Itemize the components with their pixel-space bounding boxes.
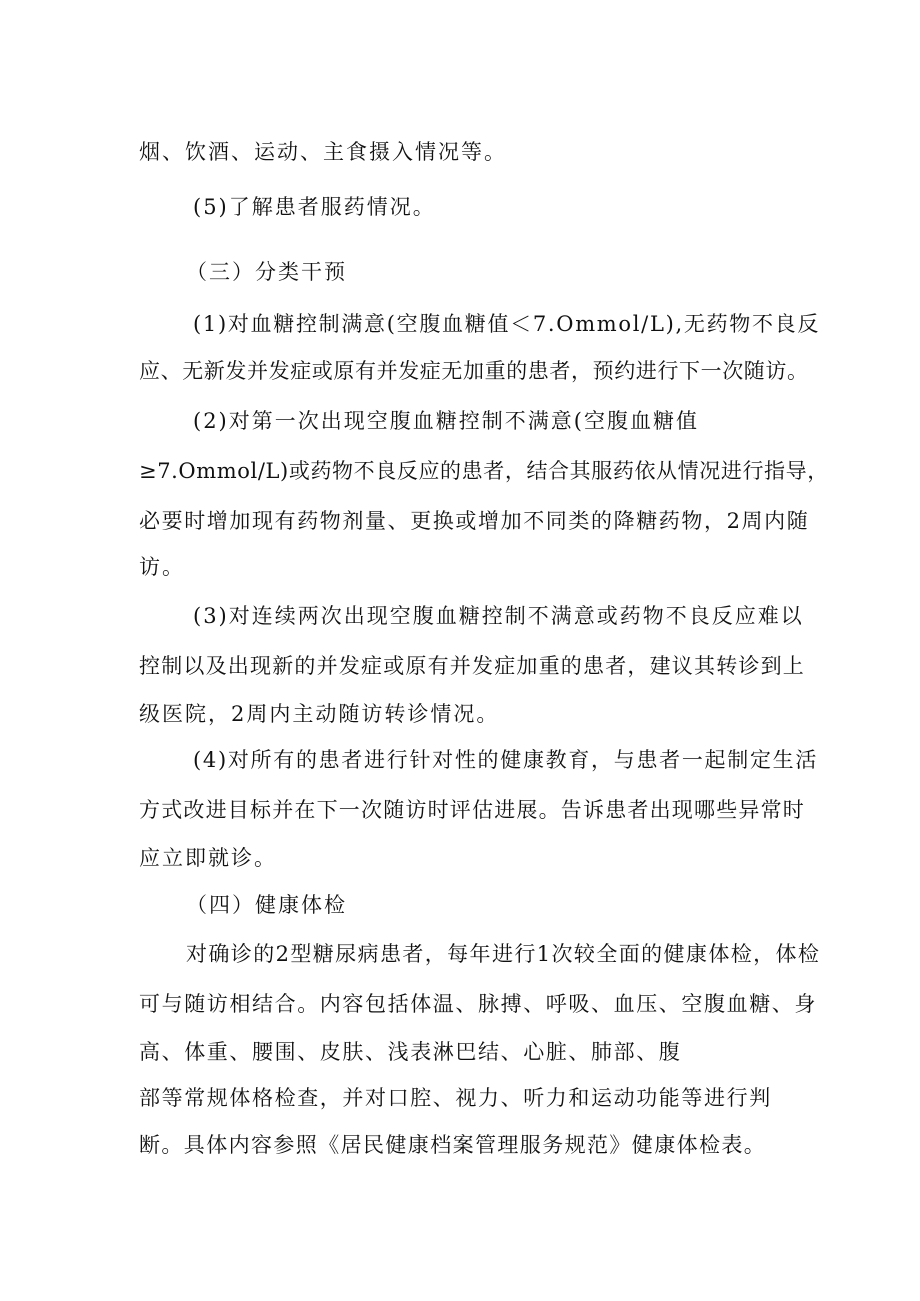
text-line: 应立即就诊。 (139, 846, 277, 870)
section-heading: （三）分类干预 (186, 260, 347, 284)
text-line: 必要时增加现有药物剂量、更换或增加不同类的降糖药物，2周内随 (139, 509, 810, 533)
text-line: 断。具体内容参照《居民健康档案管理服务规范》健康体检表。 (139, 1133, 767, 1157)
text-line: (4)对所有的患者进行针对性的健康教育，与患者一起制定生活 (193, 748, 819, 772)
text-line: 高、体重、腰围、皮肤、浅表淋巴结、心脏、肺部、腹 (139, 1040, 682, 1064)
text-line: 应、无新发并发症或原有并发症无加重的患者，预约进行下一次随访。 (139, 359, 809, 383)
text-line: 控制以及出现新的并发症或原有并发症加重的患者，建议其转诊到上 (139, 654, 805, 678)
text-line: 对确诊的2型糖尿病患者，每年进行1次较全面的健康体检，体检 (186, 942, 821, 966)
text-line: 烟、饮酒、运动、主食摄入情况等。 (139, 140, 507, 164)
text-line: 可与随访相结合。内容包括体温、脉搏、呼吸、血压、空腹血糖、身 (139, 992, 817, 1016)
text-line: 方式改进目标并在下一次随访时评估进展。告诉患者出现哪些异常时 (139, 798, 805, 822)
text-line: 部等常规体格检查，并对口腔、视力、听力和运动功能等进行判 (139, 1086, 772, 1110)
section-heading: （四）健康体检 (186, 893, 347, 917)
text-line: ≥7.Ommol/L)或药物不良反应的患者，结合其服药依从情况进行指导， (139, 459, 829, 483)
text-line: (3)对连续两次出现空腹血糖控制不满意或药物不良反应难以 (193, 604, 804, 628)
text-line: (2)对第一次出现空腹血糖控制不满意(空腹血糖值 (193, 409, 699, 433)
text-line: (1)对血糖控制满意(空腹血糖值＜7.Ommol/L),无药物不良反 (193, 312, 821, 336)
text-line: 级医院，2周内主动随访转诊情况。 (139, 702, 500, 726)
text-line: (5)了解患者服药情况。 (193, 195, 436, 219)
text-line: 访。 (139, 555, 185, 579)
